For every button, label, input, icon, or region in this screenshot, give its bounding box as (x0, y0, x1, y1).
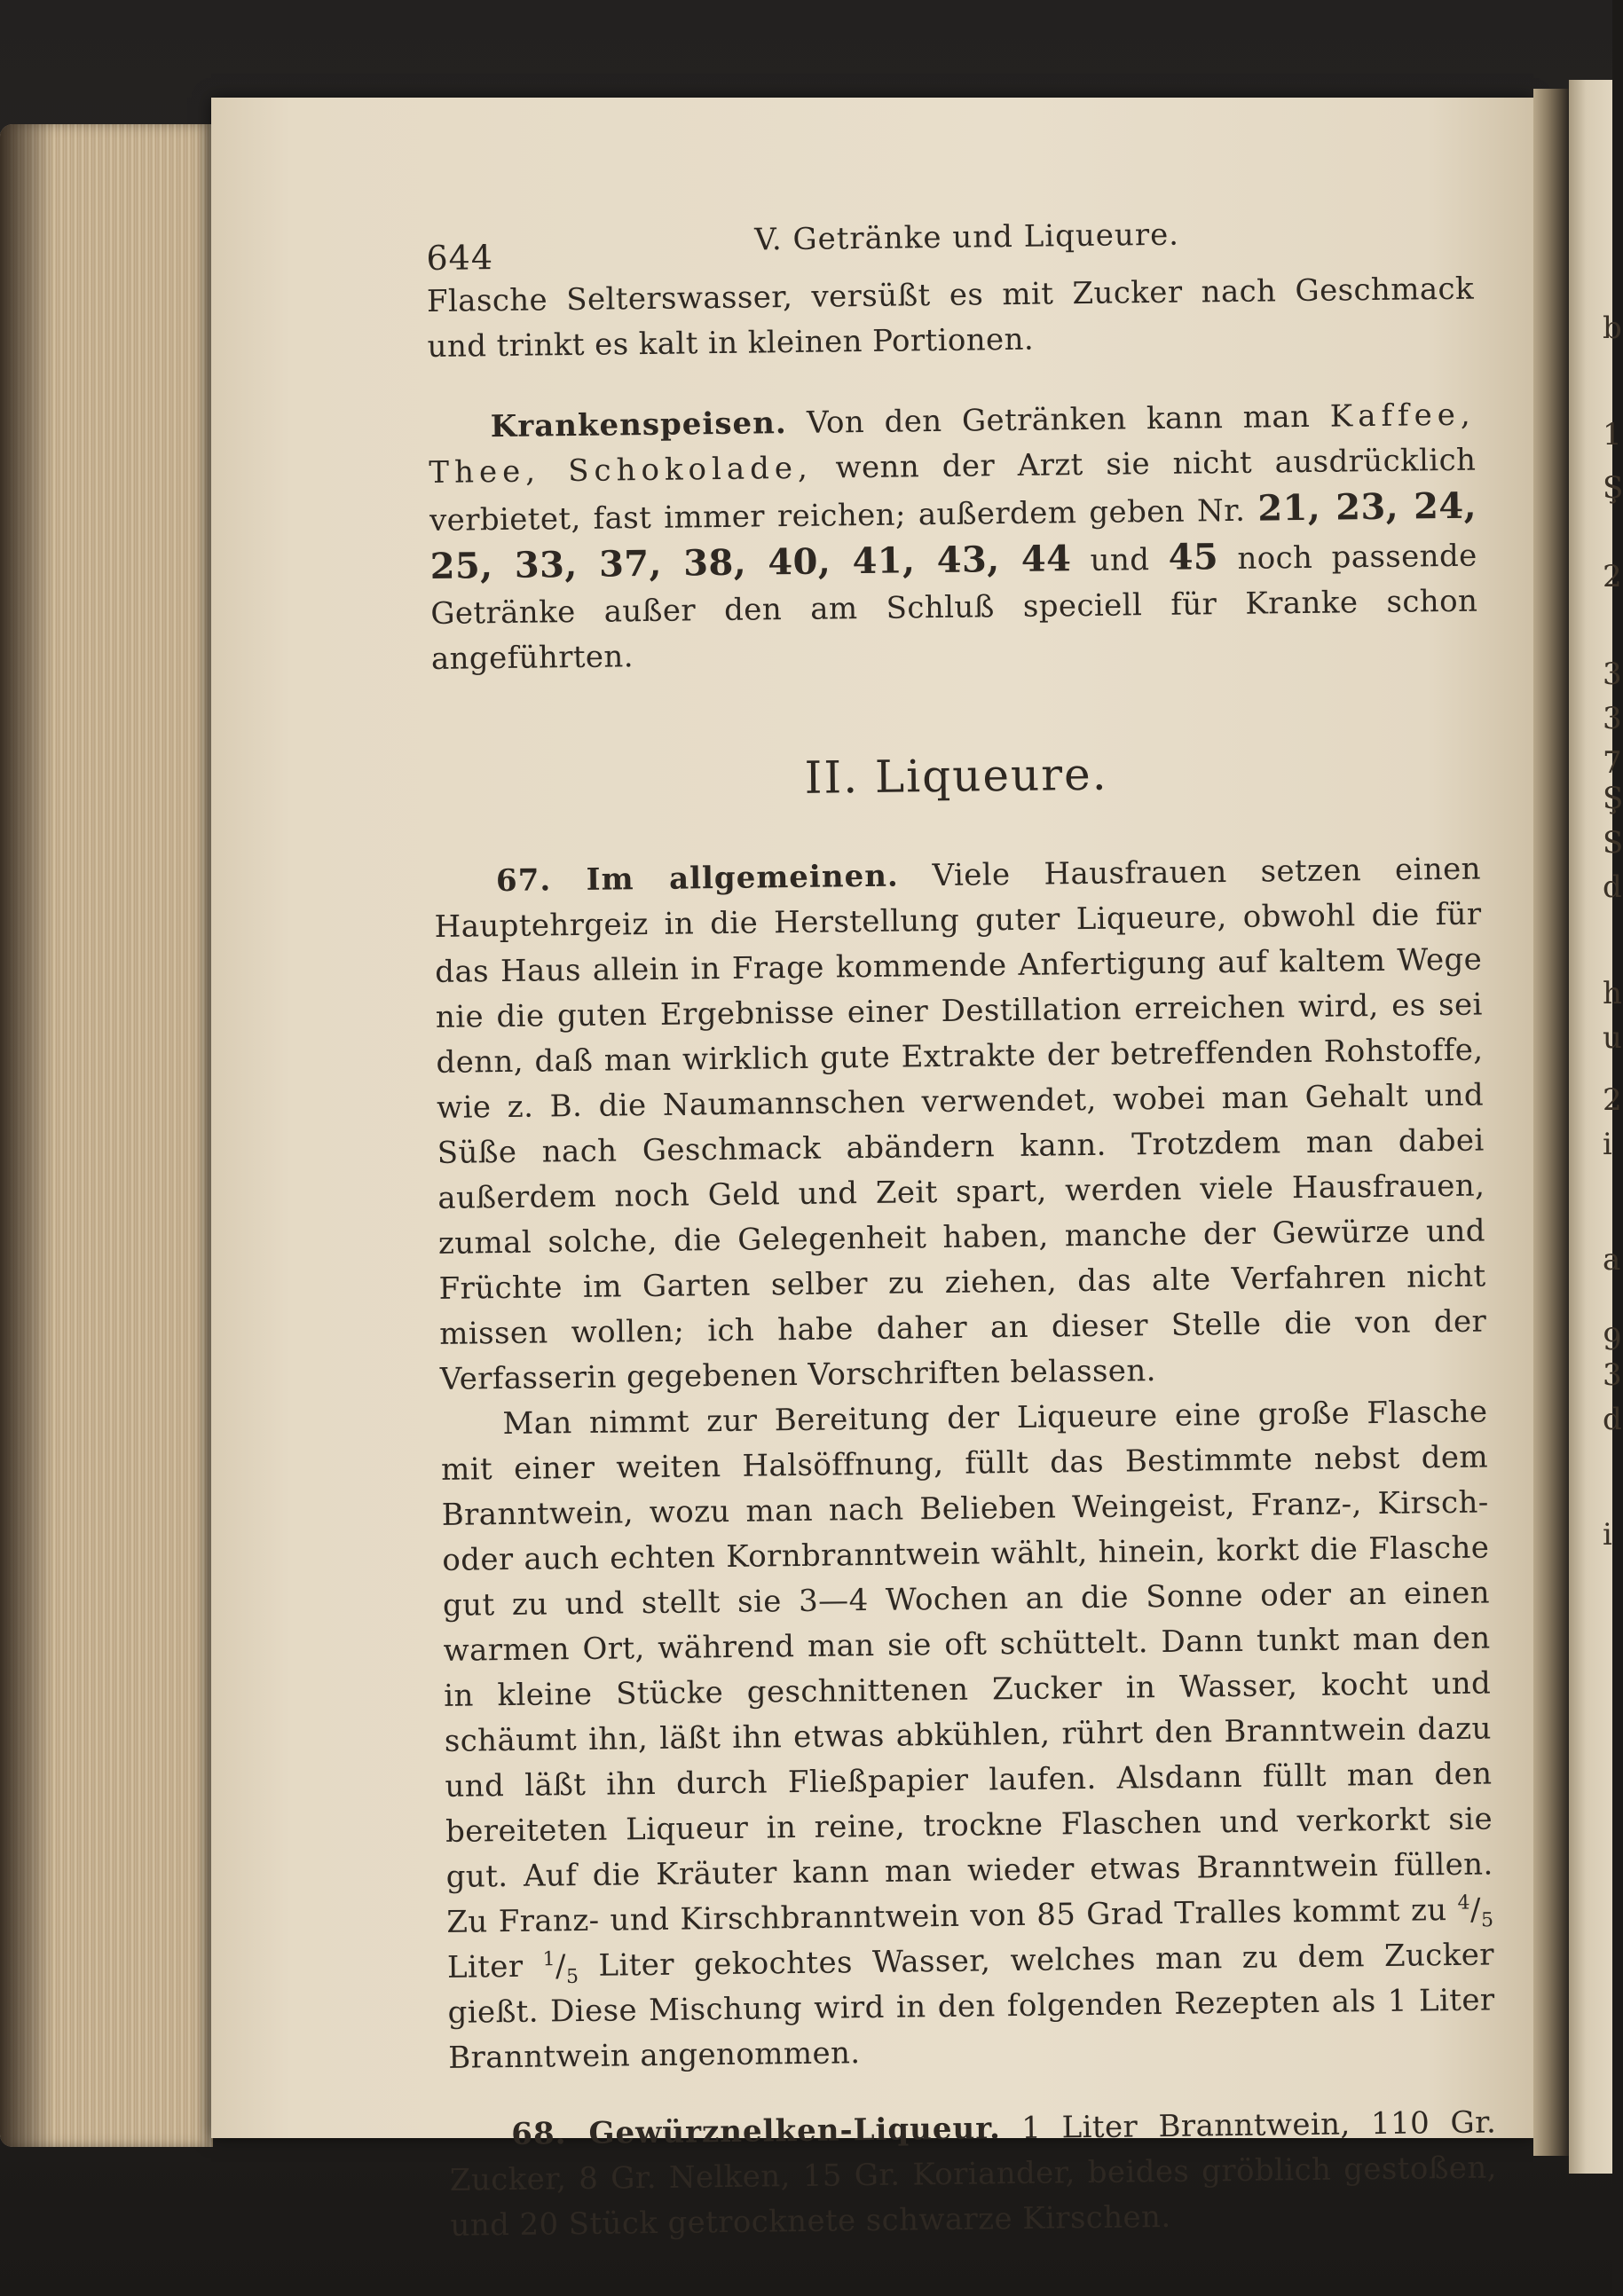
item-67-paragraph-1 (434, 847, 1487, 1403)
facing-page-fragment: b (1603, 311, 1622, 346)
intro-paragraph: Flasche Selterswasser, versüßt es mit Zucker nach Geschmack und trinkt es kalt in kleinen Portionen. (426, 271, 1475, 365)
item-67-text-2b: Liter (446, 1948, 524, 1985)
facing-page-fragment: 9 (1603, 1322, 1622, 1357)
facing-page-fragment: 3 (1603, 1357, 1622, 1393)
krankenspeisen-text-d: noch passende Getränke außer den am Schluß speciell für Kranke schon angeführten. (430, 538, 1478, 677)
fraction-1-denominator: 5 (1480, 1909, 1494, 1932)
krankenspeisen-text-c: und (1090, 542, 1150, 578)
krankenspeisen-paragraph (428, 393, 1478, 682)
page-number: 644 (426, 238, 494, 278)
section-title: II. Liqueure. (804, 748, 1108, 804)
book-page-edges (0, 124, 213, 2147)
facing-page-fragment: 2 (1603, 559, 1622, 594)
facing-page-fragment: i (1603, 1517, 1612, 1553)
fraction-2-denominator: 5 (565, 1965, 579, 1989)
facing-page-fragment: u (1603, 1020, 1622, 1056)
page-text-block (426, 214, 1498, 2249)
running-head-title: V. Getränke und Liqueure. (753, 216, 1180, 258)
facing-page-fragment: d (1603, 1402, 1622, 1437)
item-67-text-2c: Liter gekochtes Wasser, welches man zu dem Zucker gießt. Diese Mischung wird in den folgenden Rezepten als 1 Liter Branntwein angenommen. (447, 1937, 1495, 2076)
krankenspeisen-text-b: wenn der Arzt sie nicht ausdrücklich verbietet, fast immer reichen; außerdem geben Nr. (429, 442, 1477, 539)
item-68-text: 1 Liter Branntwein, 110 Gr. Zucker, 8 Gr. Nelken, 15 Gr. Koriander, beides gröblich gestoßen, und 20 Stück getrocknete schwarze Kirschen. (449, 2104, 1498, 2244)
facing-page-fragment: Ş (1603, 781, 1623, 816)
facing-page-fragment: h (1603, 976, 1622, 1011)
facing-page-fragment: i (1603, 1127, 1612, 1162)
facing-page-fragment: a (1603, 1242, 1621, 1278)
facing-page-fragment: 3 (1603, 701, 1622, 736)
krankenspeisen-text-a: Von den Getränken kann man (806, 398, 1311, 441)
book-gutter (1533, 89, 1569, 2156)
krankenspeisen-numbers: 21, 23, 24, 25, 33, 37, 38, 40, 41, 43, 44 (429, 484, 1477, 587)
facing-page-fragment: S (1603, 825, 1623, 861)
krankenspeisen-last-number: 45 (1168, 536, 1219, 578)
facing-page-fragment: 7 (1603, 745, 1622, 781)
fraction-1-numerator: 4 (1457, 1891, 1471, 1915)
facing-page-fragment: 1 (1603, 417, 1622, 452)
facing-page-fragment: 3 (1603, 657, 1622, 692)
facing-page-sliver (1569, 80, 1623, 2174)
item-67-text-2a: Man nimmt zur Bereitung der Liqueure eine große Flasche mit einer weiten Halsöffnung, füllt das Bestimmte nebst dem Branntwein, wozu man nach Belieben Weingeist, Franz-, Kirsch- oder auch echten Kornbranntwein wählt, hinein, korkt die Flasche gut zu und stellt sie 3—4 Wochen an die Sonne oder an einen warmen Ort, während man sie oft schüttelt. Dann tunkt man den in kleine Stücke geschnittenen Zucker in Wasser, kocht und schäumt ihn, läßt ihn etwas abkühlen, rührt den Branntwein dazu und läßt ihn durch Fließpapier laufen. Alsdann füllt man den bereiteten Liqueur in reine, trockne Flaschen und verkorkt sie gut. Auf die Kräuter kann man wieder etwas Branntwein füllen. Zu Franz- und Kirschbranntwein von 85 Grad Tralles kommt zu (440, 1394, 1493, 1940)
item-67-text-1: Viele Hausfrauen setzen einen Hauptehrgeiz in die Herstellung guter Liqueure, obwohl die für das Haus allein in Frage kommende Anfertigung auf kaltem Wege nie die guten Ergebnisse einer Destillation erreichen wird, es sei denn, daß man wirklich gute Extrakte der betreffenden Rohstoffe, wie z. B. die Naumannschen verwendet, wobei man Gehalt und Süße nach Geschmack abändern kann. Trotzdem man dabei außerdem noch Geld und Zeit spart, werden viele Hausfrauen, zumal solche, die Gelegenheit haben, manche der Gewürze und Früchte im Garten selber zu ziehen, das alte Verfahren nicht missen wollen; ich habe daher an dieser Stelle die von der Verfasserin gegebenen Vorschriften belassen. (434, 851, 1487, 1397)
krankenspeisen-heading: Krankenspeisen. (490, 405, 787, 445)
fraction-2-numerator: 1 (542, 1948, 556, 1971)
item-67-heading: 67. Im allgemeinen. (495, 858, 899, 900)
item-68-heading: 68. Gewürznelken-Liqueur. (511, 2111, 1002, 2152)
facing-page-fragment: Ş (1603, 470, 1623, 506)
krankenspeisen-items: Kaffee, Thee, Schokolade, (429, 397, 1476, 491)
facing-page-fragment: 2 (1603, 1082, 1622, 1118)
item-68-paragraph (449, 2100, 1498, 2248)
facing-page-fragment: d (1603, 869, 1622, 905)
item-67-paragraph-2: Man nimmt zur Bereitung der Liqueure eine große Flasche mit einer weiten Halsöffnung, füllt das Bestimmte nebst dem Branntwein, wozu man nach Belieben Weingeist, Franz-, Kirsch- oder auch echten Kornbranntwein wählt, hinein, korkt die Flasche gut zu und stellt sie 3—4 Wochen an die Sonne oder an einen warmen Ort, während man sie oft schüttelt. Dann tunkt man den in kleine Stücke geschnittenen Zucker in Wasser, kocht und schäumt ihn, läßt ihn etwas abkühlen, rührt den Branntwein dazu und läßt ihn durch Fließpapier laufen. Alsdann füllt man den bereiteten Liqueur in reine, trockne Flaschen und verkorkt sie gut. Auf die Kräuter kann man wieder etwas Branntwein füllen. Zu Franz- und Kirschbranntwein von 85 Grad Tralles kommt zu $^4/_5$ Liter $^1/_5$ Liter gekochtes Wasser, welches man zu dem Zucker gießt. Diese Mischung wird in den folgenden Rezepten als 1 Liter Branntwein angenommen. (440, 1394, 1495, 2076)
